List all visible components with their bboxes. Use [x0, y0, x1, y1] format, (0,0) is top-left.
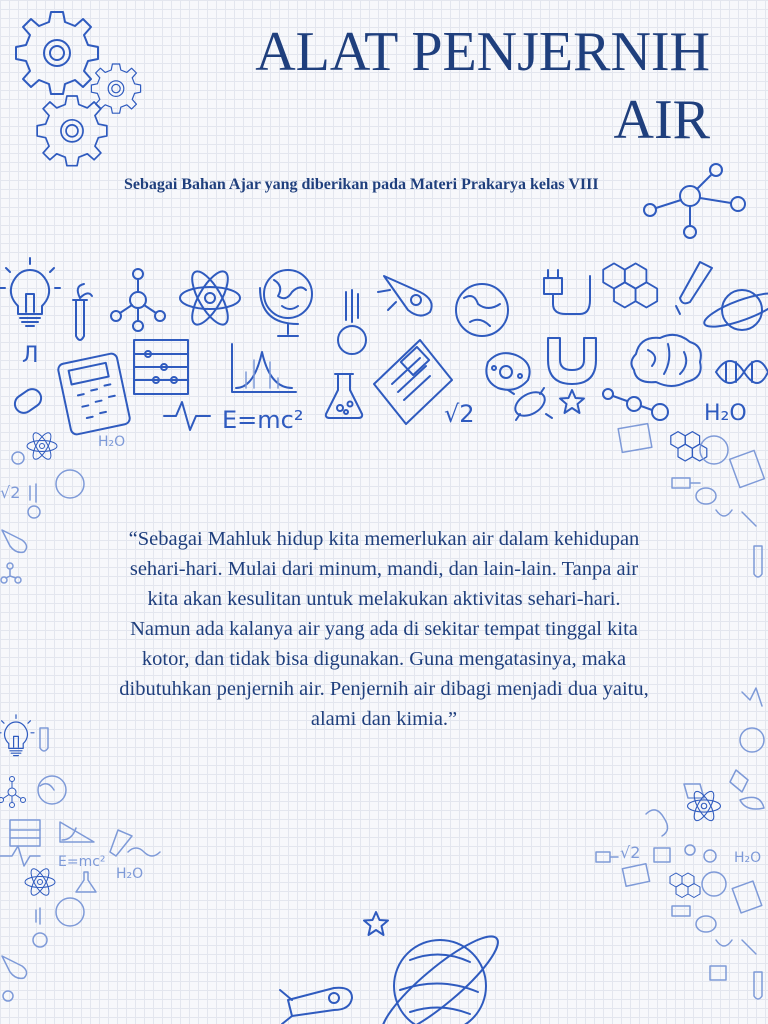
svg-text:√2: √2: [0, 483, 21, 502]
rocket-icon: [280, 988, 352, 1024]
calculator-icon: [57, 353, 131, 436]
intro-paragraph: “Sebagai Mahluk hidup kita memerlukan air dalam kehidupan sehari-hari. Mulai dari minum, mandi, dan lain-lain. Tanpa air kita akan kesulitan untuk melakukan aktivitas sehari-hari. Namun ada kalanya air yang ada di sekitar tempat tinggal kita kotor, dan tidak bisa digunakan. Guna mengatasinya, maka dibutuhkan penjernih air. Penjernih air dibagi menjadi dua yaitu, alami dan kimia.”: [119, 528, 649, 730]
star-icon: [560, 390, 584, 413]
heartbeat-line-icon: [164, 402, 210, 430]
saturn-icon: [701, 287, 768, 333]
svg-text:E=mc²: E=mc²: [58, 854, 106, 870]
virus-icon: [508, 387, 552, 420]
molecule-icon: [603, 389, 668, 420]
lightbulb-icon: [0, 258, 60, 326]
dna-icon: [716, 361, 768, 383]
flask-icon: [326, 374, 362, 418]
saturn-icon: [372, 925, 509, 1024]
test-tube-icon: [73, 284, 92, 340]
molecule-icon: [111, 269, 165, 331]
magnet-icon: [548, 338, 596, 384]
rocket-icon: [378, 276, 432, 316]
book-icon: [374, 340, 452, 424]
pill-icon: [11, 386, 44, 417]
svg-text:H₂O: H₂O: [98, 434, 126, 450]
bell-curve-graph-icon: [232, 344, 296, 392]
gear-icon: [37, 96, 107, 166]
star-icon: [364, 912, 388, 935]
bacteria-icon: [486, 353, 529, 390]
formula-label: E=mc²: [222, 406, 304, 434]
svg-text:H₂O: H₂O: [116, 866, 144, 882]
abacus-icon: [134, 340, 188, 394]
atom-icon: [180, 267, 240, 330]
test-tubes-rack-icon: [338, 290, 366, 354]
planet-globe-icon: [456, 284, 508, 336]
title-line-1: ALAT PENJERNIH: [255, 21, 710, 83]
page-title: [255, 18, 710, 154]
svg-text:√2: √2: [620, 843, 641, 862]
page-subtitle: Sebagai Bahan Ajar yang diberikan pada Materi Prakarya kelas VIII: [124, 176, 599, 193]
pi-label: Л: [22, 343, 39, 368]
svg-text:H₂O: H₂O: [734, 850, 762, 866]
title-line-2: AIR: [613, 89, 710, 151]
hexagon-molecule-icon: [603, 263, 657, 307]
sqrt-label: √2: [444, 400, 475, 428]
molecule-icon: [644, 164, 745, 238]
plug-icon: [544, 270, 590, 314]
brain-icon: [631, 335, 700, 386]
water-formula-label: H₂O: [704, 401, 747, 426]
gear-icon: [16, 12, 98, 94]
test-tube-icon: [676, 262, 712, 314]
globe-icon: [260, 270, 312, 336]
